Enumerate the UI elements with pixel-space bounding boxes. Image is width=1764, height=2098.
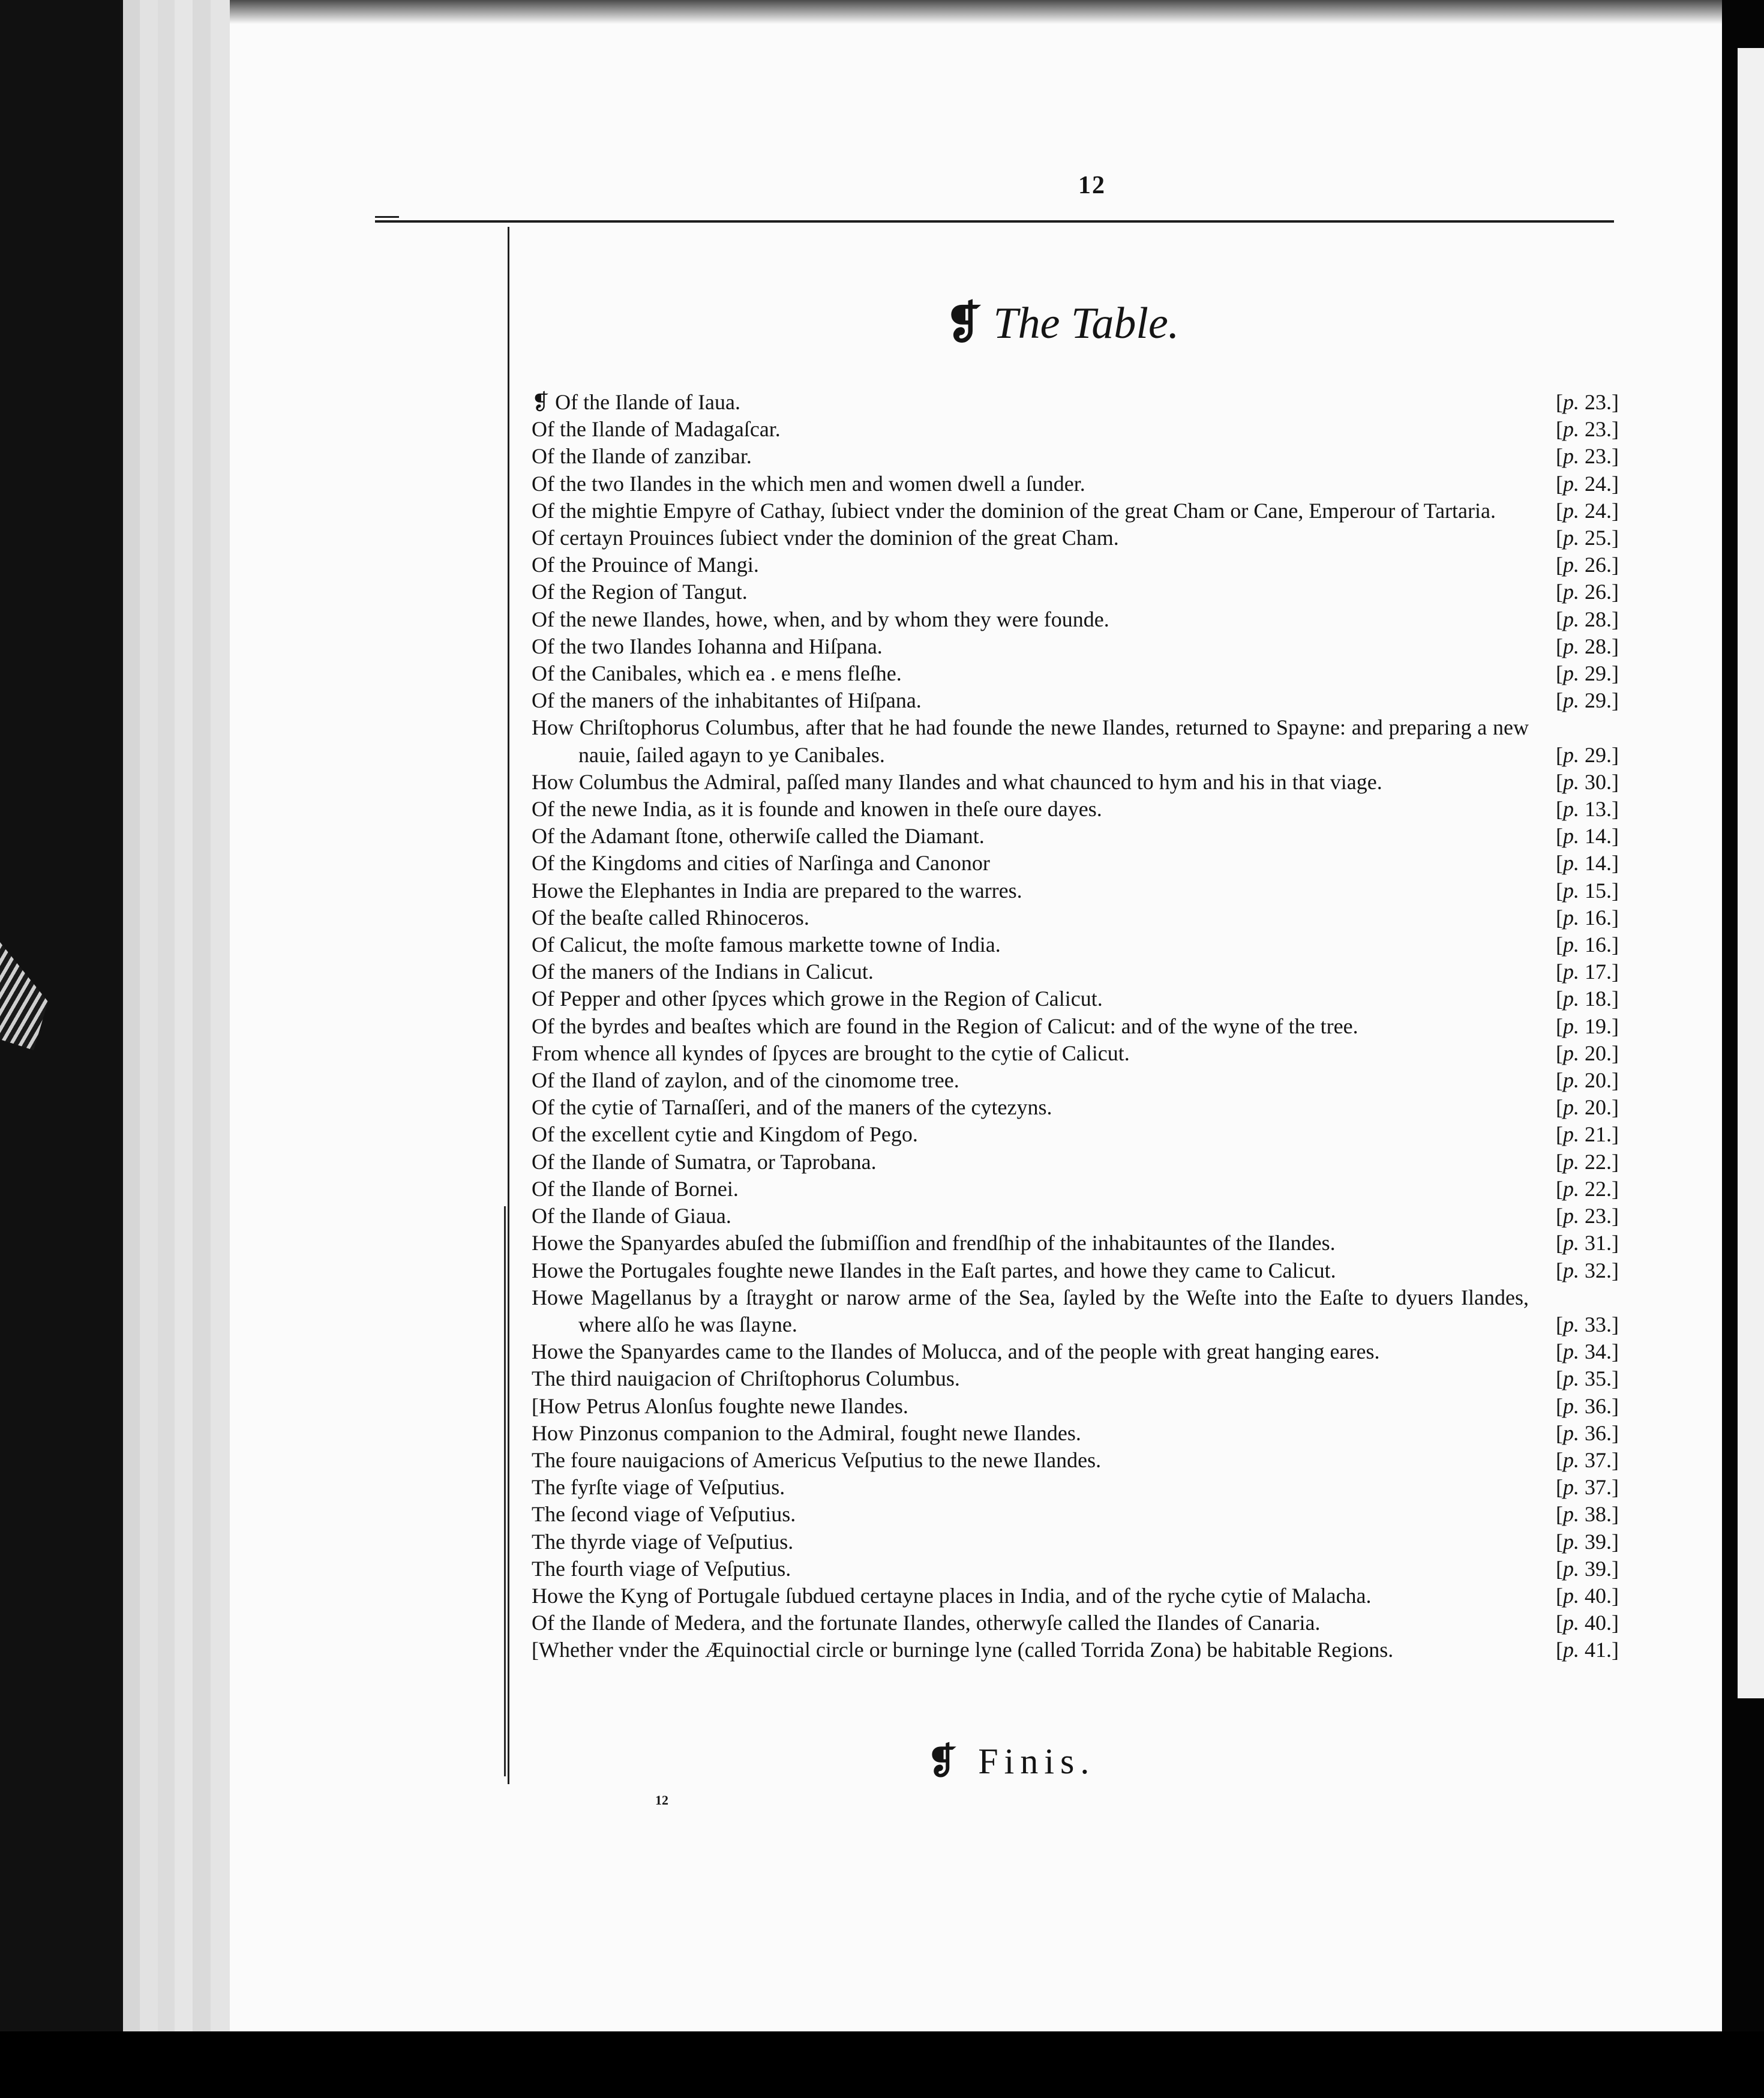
toc-entry-title: Of the Iland of zaylon, and of the cinomome tree. — [532, 1068, 959, 1093]
toc-entry — [532, 660, 1619, 687]
toc-entry — [532, 1420, 1619, 1447]
toc-entry-page: [p. 40.] — [1556, 1583, 1619, 1608]
page-edge — [123, 0, 142, 2098]
toc-entry — [532, 524, 1619, 552]
toc-entry — [532, 877, 1619, 904]
pilcrow-icon: ❡ — [927, 1740, 964, 1782]
toc-entry-title: Howe the Portugales foughte newe Ilandes in the Eaſt partes, and howe they came to Calicut. — [532, 1258, 1336, 1282]
toc-entry-title: ❡ Of the Ilande of Iaua. — [532, 390, 741, 414]
toc-entry — [532, 1637, 1619, 1664]
toc-entry-page: [p. 38.] — [1556, 1502, 1619, 1527]
toc-entry-title: Of the two Ilandes Iohanna and Hiſpana. — [532, 634, 883, 658]
toc-entry-page: [p. 37.] — [1556, 1475, 1619, 1500]
toc-entry-title: Of the Ilande of Giaua. — [532, 1204, 731, 1228]
toc-entry — [532, 1067, 1619, 1094]
toc-entry — [532, 796, 1619, 823]
toc-entry — [532, 769, 1619, 796]
toc-entry-title: Of the Adamant ſtone, otherwiſe called the Diamant. — [532, 824, 985, 849]
book-binding — [0, 0, 129, 2098]
toc-entry-title: Howe the Spanyardes abuſed the ſubmiſſion and frendſhip of the inhabitauntes of the Ilandes. — [532, 1231, 1336, 1255]
toc-entry-title: How Chriſtophorus Columbus, after that he had founde the newe Ilandes, returned to Spayne: and preparing a new nauie, ſailed agayn to ye Canibales. — [532, 715, 1529, 767]
toc-entry-page: [p. 14.] — [1556, 824, 1619, 849]
toc-entry-page: [p. 36.] — [1556, 1393, 1619, 1418]
toc-entry — [532, 1176, 1619, 1203]
toc-entry-page: [p. 16.] — [1556, 905, 1619, 930]
toc-entry-title: Howe the Spanyardes came to the Ilandes of Molucca, and of the people with great hanging eares. — [532, 1339, 1380, 1364]
toc-entry-page: [p. 26.] — [1556, 553, 1619, 577]
toc-entry-page: [p. 14.] — [1556, 851, 1619, 876]
toc-entry-title: Of the Ilande of Medera, and the fortunate Ilandes, otherwyſe called the Ilandes of Canaria. — [532, 1611, 1321, 1635]
page-edge — [211, 0, 232, 2098]
toc-entry-title: Of the Ilande of Bornei. — [532, 1176, 739, 1201]
toc-entry-title: Howe Magellanus by a ſtrayght or narow arme of the Sea, ſayled by the Weſte into the Eaſte to dyuers Ilandes, where alſo he was ſlayne. — [532, 1285, 1529, 1336]
toc-entry — [532, 823, 1619, 850]
toc-entry-page: [p. 22.] — [1556, 1149, 1619, 1174]
toc-entry-title: The foure nauigacions of Americus Veſputius to the newe Ilandes. — [532, 1447, 1102, 1472]
toc-entry-title: Of certayn Prouinces ſubiect vnder the dominion of the great Cham. — [532, 526, 1119, 550]
toc-entry-page: [p. 24.] — [1556, 498, 1619, 523]
toc-entry — [532, 1393, 1619, 1420]
toc-entry — [532, 1501, 1619, 1528]
toc-entry — [532, 1257, 1619, 1284]
toc-entry-page: [p. 19.] — [1556, 1014, 1619, 1038]
toc-entry-page: [p. 24.] — [1556, 471, 1619, 496]
toc-entry — [532, 1121, 1619, 1148]
toc-entry — [532, 552, 1619, 579]
toc-entry — [532, 1610, 1619, 1637]
toc-entry-page: [p. 21.] — [1556, 1122, 1619, 1147]
bottom-shadow — [0, 2031, 1764, 2098]
toc-entry-page: [p. 15.] — [1556, 878, 1619, 903]
toc-entry — [532, 1338, 1619, 1365]
toc-entry-page: [p. 16.] — [1556, 933, 1619, 957]
toc-entry — [532, 1365, 1619, 1392]
toc-entry-title: Howe the Elephantes in India are prepared to the warres. — [532, 878, 1022, 903]
toc-entry-title: How Pinzonus companion to the Admiral, fought newe Ilandes. — [532, 1420, 1081, 1445]
toc-entry-title: Of the newe Ilandes, howe, when, and by whom they were founde. — [532, 607, 1109, 631]
toc-entry-page: [p. 13.] — [1556, 797, 1619, 822]
toc-entry-page: [p. 41.] — [1556, 1638, 1619, 1662]
toc-entry-title: How Columbus the Admiral, paſſed many Ilandes and what chaunced to hym and his in that viage. — [532, 769, 1382, 794]
finis — [927, 1740, 1167, 1788]
toc-entry-page: [p. 39.] — [1556, 1556, 1619, 1581]
page-edge — [193, 0, 212, 2098]
toc-entry-page: [p. 34.] — [1556, 1339, 1619, 1364]
toc-entry-title: Of the maners of the Indians in Calicut. — [532, 960, 874, 984]
toc-entry — [532, 389, 1619, 416]
page-edge — [175, 0, 194, 2098]
toc-entry-title: [Whether vnder the Æquinoctial circle or burninge lyne (called Torrida Zona) be habitable Regions. — [532, 1638, 1394, 1662]
toc-entry-page: [p. 28.] — [1556, 607, 1619, 631]
toc-entry — [532, 1528, 1619, 1555]
toc-entry-title: Of the excellent cytie and Kingdom of Pego. — [532, 1122, 918, 1147]
toc-entry-page: [p. 29.] — [1556, 742, 1619, 767]
toc-entry-page: [p. 23.] — [1556, 444, 1619, 469]
header-rule — [375, 220, 1614, 223]
toc-entry-title: Of the beaſte called Rhinoceros. — [532, 905, 809, 930]
toc-entry — [532, 931, 1619, 958]
toc-entry-title: Of the Prouince of Mangi. — [532, 553, 759, 577]
toc-entry-page: [p. 32.] — [1556, 1258, 1619, 1282]
toc-entry-title: From whence all kyndes of ſpyces are brought to the cytie of Calicut. — [532, 1041, 1130, 1065]
toc-entry-title: Of the mightie Empyre of Cathay, ſubiect vnder the dominion of the great Cham or Cane, Emperour of Tartaria. — [532, 498, 1496, 523]
finis-text: Finis. — [978, 1742, 1096, 1781]
header-rule-stub — [375, 216, 399, 218]
toc-entry — [532, 1230, 1619, 1257]
toc-entry-title: Of the Ilande of Sumatra, or Taprobana. — [532, 1149, 877, 1174]
toc-entry-page: [p. 29.] — [1556, 661, 1619, 686]
toc-entry-title: Howe the Kyng of Portugale ſubdued certayne places in India, and of the ryche cytie of Malacha. — [532, 1583, 1372, 1608]
toc-entry — [532, 633, 1619, 660]
toc-entry — [532, 1583, 1619, 1610]
toc-entry — [532, 958, 1619, 985]
toc-entry — [532, 850, 1619, 877]
toc-entry-title: Of the Ilande of zanzibar. — [532, 444, 752, 469]
toc-entry — [532, 579, 1619, 606]
toc-entry-page: [p. 28.] — [1556, 634, 1619, 658]
toc-entry-page: [p. 22.] — [1556, 1176, 1619, 1201]
page-shadow — [230, 0, 1722, 24]
toc-entry — [532, 985, 1619, 1012]
toc-entry — [532, 416, 1619, 443]
margin-rule — [508, 227, 509, 1784]
toc-entry-page: [p. 33.] — [1556, 1312, 1619, 1336]
page-number: 12 — [1078, 172, 1106, 199]
toc-entry — [532, 714, 1619, 768]
toc-entry-page: [p. 23.] — [1556, 390, 1619, 414]
toc-entry-title: The ſecond viage of Veſputius. — [532, 1502, 796, 1527]
toc-entry-page: [p. 17.] — [1556, 960, 1619, 984]
toc-entry-page: [p. 18.] — [1556, 987, 1619, 1011]
toc-entry — [532, 1474, 1619, 1501]
toc-entry-page: [p. 40.] — [1556, 1611, 1619, 1635]
toc-entry-title: The fourth viage of Veſputius. — [532, 1556, 791, 1581]
toc-entry-page: [p. 31.] — [1556, 1231, 1619, 1255]
toc-entry-title: Of the Canibales, which ea . e mens fleſhe. — [532, 661, 902, 686]
toc-entry-page: [p. 23.] — [1556, 417, 1619, 442]
signature-mark: 12 — [655, 1793, 668, 1808]
toc-entry-page: [p. 36.] — [1556, 1420, 1619, 1445]
toc-entry-title: Of Calicut, the moſte famous markette towne of India. — [532, 933, 1001, 957]
toc-entry-page: [p. 30.] — [1556, 769, 1619, 794]
toc-entry — [532, 1040, 1619, 1067]
toc-entry — [532, 1447, 1619, 1474]
toc-entry — [532, 687, 1619, 714]
toc-entry-title: The third nauigacion of Chriſtophorus Columbus. — [532, 1366, 960, 1391]
table-of-contents — [532, 389, 1619, 1664]
toc-entry-title: Of the maners of the inhabitantes of Hiſpana. — [532, 688, 922, 713]
toc-entry-title: Of the byrdes and beaſtes which are found in the Region of Calicut: and of the wyne of the tree. — [532, 1014, 1358, 1038]
toc-entry-page: [p. 29.] — [1556, 688, 1619, 713]
table-title — [945, 297, 1245, 351]
page-edge — [140, 0, 160, 2098]
toc-entry-title: [How Petrus Alonſus foughte newe Ilandes. — [532, 1393, 908, 1418]
toc-entry — [532, 1149, 1619, 1176]
toc-entry-page: [p. 20.] — [1556, 1095, 1619, 1120]
toc-entry-title: Of the Ilande of Madagaſcar. — [532, 417, 781, 442]
toc-entry-page: [p. 25.] — [1556, 526, 1619, 550]
toc-entry-page: [p. 23.] — [1556, 1204, 1619, 1228]
toc-entry-title: Of the two Ilandes in the which men and women dwell a ſunder. — [532, 471, 1085, 496]
toc-entry-page: [p. 37.] — [1556, 1447, 1619, 1472]
toc-entry — [532, 1284, 1619, 1338]
toc-entry — [532, 904, 1619, 931]
toc-entry-page: [p. 20.] — [1556, 1068, 1619, 1093]
toc-entry — [532, 1203, 1619, 1230]
toc-entry — [532, 1094, 1619, 1121]
page-edge — [158, 0, 176, 2098]
toc-entry-title: Of the newe India, as it is founde and knowen in theſe oure dayes. — [532, 797, 1102, 822]
toc-entry-page: [p. 35.] — [1556, 1366, 1619, 1391]
toc-entry-page: [p. 26.] — [1556, 580, 1619, 604]
toc-entry — [532, 606, 1619, 633]
toc-entry — [532, 470, 1619, 497]
toc-entry — [532, 497, 1619, 524]
toc-entry-page: [p. 39.] — [1556, 1529, 1619, 1554]
toc-entry-page: [p. 20.] — [1556, 1041, 1619, 1065]
toc-entry-title: Of the cytie of Tarnaſſeri, and of the maners of the cytezyns. — [532, 1095, 1052, 1120]
toc-entry-title: The thyrde viage of Veſputius. — [532, 1529, 794, 1554]
toc-entry-title: Of Pepper and other ſpyces which growe in the Region of Calicut. — [532, 987, 1103, 1011]
toc-entry — [532, 443, 1619, 470]
toc-entry — [532, 1555, 1619, 1583]
toc-entry-title: The fyrſte viage of Veſputius. — [532, 1475, 785, 1500]
pilcrow-icon: ❡ — [945, 297, 983, 349]
margin-rule-secondary — [504, 1206, 506, 1776]
toc-entry-title: Of the Kingdoms and cities of Narſinga and Canonor — [532, 851, 990, 876]
table-title-text: The Table. — [993, 299, 1180, 348]
toc-entry — [532, 1013, 1619, 1040]
toc-entry-title: Of the Region of Tangut. — [532, 580, 748, 604]
right-page-edge — [1722, 0, 1764, 2098]
